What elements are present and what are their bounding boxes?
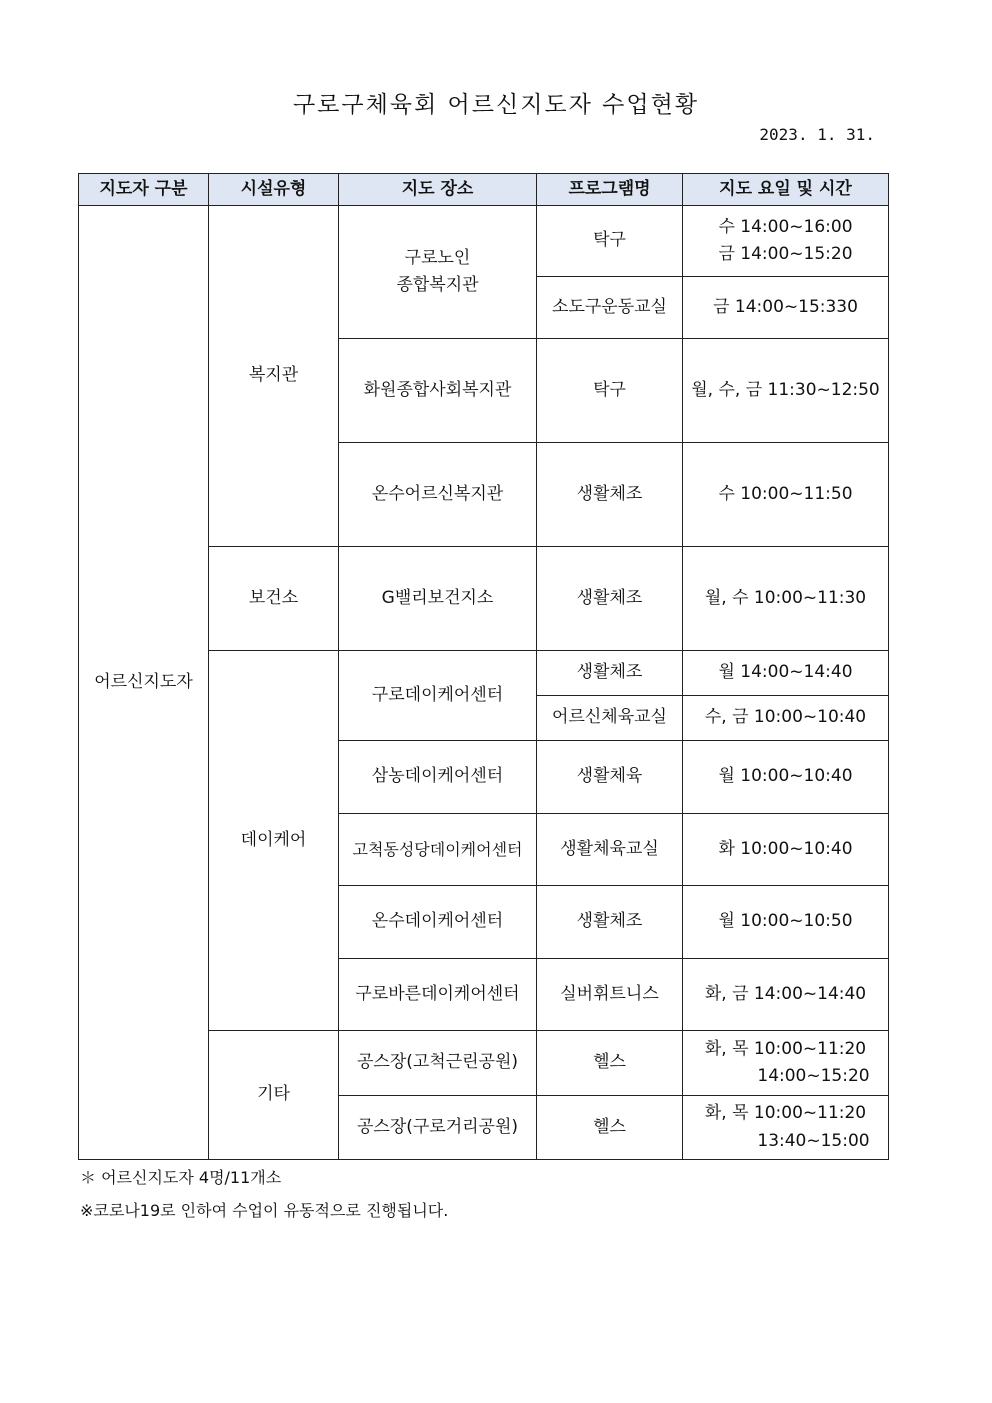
- time-cell: 화, 금 14:00~14:40: [683, 959, 889, 1031]
- facility-other: 기타: [209, 1031, 339, 1160]
- header-program: 프로그램명: [537, 174, 683, 206]
- program-cell: 실버휘트니스: [537, 959, 683, 1031]
- time-cell: [683, 1031, 889, 1096]
- program-cell: 생활체조: [537, 443, 683, 547]
- location-line: 구로노인: [404, 247, 471, 268]
- program-cell: 탁구: [537, 339, 683, 443]
- document-date: 2023. 1. 31.: [759, 125, 875, 144]
- time-line: 13:40~15:00: [757, 1130, 870, 1151]
- time-cell: 월 10:00~10:50: [683, 886, 889, 959]
- program-cell: 헬스: [537, 1096, 683, 1160]
- location-cell: G밸리보건지소: [339, 547, 537, 651]
- time-cell: 월, 수, 금 11:30~12:50: [683, 339, 889, 443]
- header-location: 지도 장소: [339, 174, 537, 206]
- location-cell: 구로데이케어센터: [339, 651, 537, 741]
- time-line: 화, 목 10:00~11:20: [704, 1038, 867, 1059]
- header-leader-type: 지도자 구분: [79, 174, 209, 206]
- facility-welfare: 복지관: [209, 206, 339, 547]
- time-line: 수 14:00~16:00: [718, 216, 853, 237]
- footnote-count: ＊ 어르신지도자 4명/11개소: [80, 1168, 282, 1187]
- time-cell: 금 14:00~15:330: [683, 277, 889, 339]
- time-cell: [683, 1096, 889, 1160]
- location-cell: 공스장(고척근린공원): [339, 1031, 537, 1096]
- location-cell: 고척동성당데이케어센터: [339, 814, 537, 886]
- time-cell: 월 10:00~10:40: [683, 741, 889, 814]
- header-schedule: 지도 요일 및 시간: [683, 174, 889, 206]
- location-cell: [339, 206, 537, 339]
- time-line: 14:00~15:20: [757, 1066, 870, 1086]
- time-cell: 화 10:00~10:40: [683, 814, 889, 886]
- page-title: 구로구체육회 어르신지도자 수업현황: [292, 92, 700, 118]
- location-cell: 화원종합사회복지관: [339, 339, 537, 443]
- time-cell: 수, 금 10:00~10:40: [683, 696, 889, 741]
- location-cell: 온수데이케어센터: [339, 886, 537, 959]
- location-cell: 구로바른데이케어센터: [339, 959, 537, 1031]
- footnotes: [80, 1170, 448, 1236]
- facility-daycare: 데이케어: [209, 651, 339, 1031]
- program-cell: 헬스: [537, 1031, 683, 1096]
- program-cell: 소도구운동교실: [537, 277, 683, 339]
- program-cell: 어르신체육교실: [537, 696, 683, 741]
- time-line: 금 14:00~15:20: [718, 244, 853, 264]
- location-cell: 공스장(구로거리공원): [339, 1096, 537, 1160]
- location-cell: 온수어르신복지관: [339, 443, 537, 547]
- leader-type-cell: 어르신지도자: [79, 206, 209, 1160]
- location-line: 종합복지관: [396, 275, 479, 295]
- program-cell: 생활체조: [537, 651, 683, 696]
- program-cell: 생활체조: [537, 886, 683, 959]
- program-cell: 탁구: [537, 206, 683, 277]
- table-row: [79, 206, 889, 277]
- time-cell: 월, 수 10:00~11:30: [683, 547, 889, 651]
- header-facility-type: 시설유형: [209, 174, 339, 206]
- time-cell: 월 14:00~14:40: [683, 651, 889, 696]
- program-cell: 생활체육교실: [537, 814, 683, 886]
- facility-health: 보건소: [209, 547, 339, 651]
- program-cell: 생활체육: [537, 741, 683, 814]
- time-line: 화, 목 10:00~11:20: [704, 1103, 867, 1124]
- time-cell: 수 10:00~11:50: [683, 443, 889, 547]
- schedule-table: [78, 173, 889, 1160]
- time-cell: [683, 206, 889, 277]
- header-row: [79, 174, 889, 206]
- footnote-covid: ※코로나19로 인하여 수업이 유동적으로 진행됩니다.: [80, 1201, 449, 1220]
- location-cell: 삼농데이케어센터: [339, 741, 537, 814]
- program-cell: 생활체조: [537, 547, 683, 651]
